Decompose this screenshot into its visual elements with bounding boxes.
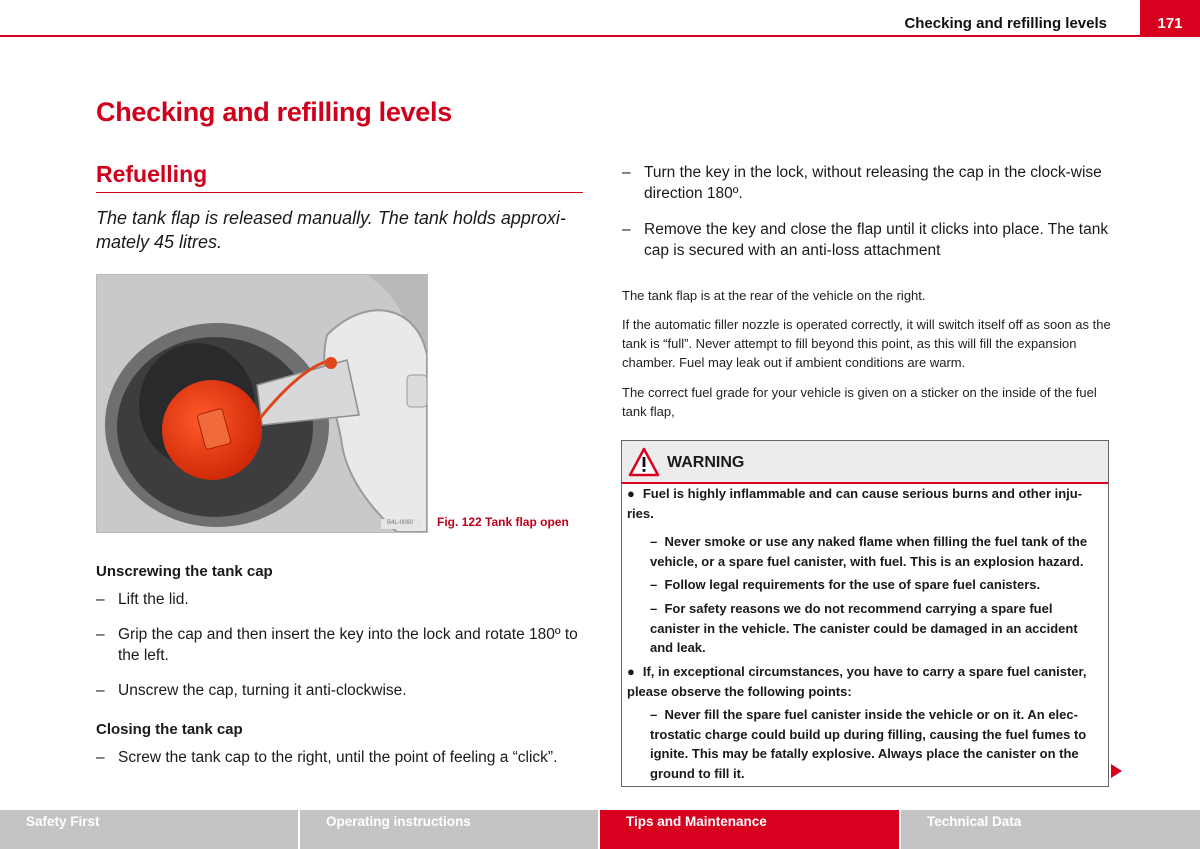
unscrewing-heading: Unscrewing the tank cap <box>96 563 273 580</box>
step-text: Screw the tank cap to the right, until the point of feeling a “click”. <box>118 749 558 766</box>
chapter-nav <box>0 810 1200 849</box>
warning-subitem-text: For safety reasons we do not recommend carrying a spare fuel canister in the vehicle. The canister could be damaged in an accident and leak. <box>650 601 1078 655</box>
tab-safety-first[interactable]: Safety First <box>0 810 298 849</box>
body-paragraph: The tank flap is at the rear of the vehicle on the right. <box>622 288 926 303</box>
step-text: Turn the key in the lock, without releasing the cap in the clock-wise direction 180º. <box>644 164 1102 202</box>
warning-subitem <box>650 532 1103 571</box>
step-text: Unscrew the cap, turning it anti-clockwise. <box>118 682 407 699</box>
page-title: Checking and refilling levels <box>96 97 452 127</box>
list-item <box>622 219 1112 261</box>
figure-label: B4L-0060 <box>387 520 414 526</box>
step-text: Lift the lid. <box>118 591 189 608</box>
warning-subitem-text: Follow legal requirements for the use of spare fuel canisters. <box>664 577 1041 592</box>
warning-subitem-text: Never fill the spare fuel canister inside the vehicle or on it. An elec-trostatic charge could build up during filling, causing the fuel fumes to ignite. This may be fatally explosive. Always place the canister on the ground to fill it. <box>650 707 1087 781</box>
warning-subitem <box>650 705 1103 783</box>
list-item <box>96 624 586 666</box>
tab-operating-instructions[interactable]: Operating instructions <box>300 810 598 849</box>
continue-arrow-icon <box>1111 764 1122 778</box>
list-item <box>622 162 1112 204</box>
warning-header <box>622 441 1108 484</box>
body-paragraph: If the automatic filler nozzle is operated correctly, it will switch itself off as soon as the tank is “full”. Never attempt to fill beyond this point, as this will fill the expansion chamber. Fuel may leak out if ambient conditions are warm. <box>622 317 1111 370</box>
warning-subitem <box>650 599 1103 658</box>
dash-marker: – <box>650 707 658 722</box>
dash-marker: – <box>96 626 105 643</box>
warning-bullet <box>627 662 1103 701</box>
list-item <box>96 747 586 768</box>
tank-flap-figure <box>96 274 428 533</box>
page-number: 171 <box>1140 0 1200 37</box>
intro-text: The tank flap is released manually. The tank holds approxi-mately 45 litres. <box>96 208 566 252</box>
section-rule <box>96 192 583 193</box>
warning-bullet-text: Fuel is highly inflammable and can cause serious burns and other inju-ries. <box>627 486 1083 521</box>
header-rule <box>0 35 1200 37</box>
warning-bullet-text: If, in exceptional circumstances, you have to carry a spare fuel canister, please observe the following points: <box>627 664 1087 699</box>
dash-marker: – <box>622 221 631 238</box>
warning-bullet <box>627 484 1103 523</box>
list-item <box>96 589 586 610</box>
tank-flap-illustration <box>97 275 427 532</box>
running-header-title: Checking and refilling levels <box>904 15 1107 32</box>
dash-marker: – <box>622 164 631 181</box>
step-text: Grip the cap and then insert the key into the lock and rotate 180º to the left. <box>118 626 578 664</box>
warning-box <box>621 440 1109 787</box>
bullet-icon: ● <box>627 664 635 679</box>
dash-marker: – <box>96 749 105 766</box>
warning-triangle-icon <box>628 447 660 477</box>
dash-marker: – <box>650 577 658 592</box>
step-text: Remove the key and close the flap until it clicks into place. The tank cap is secured with an anti-loss attachment <box>644 221 1109 259</box>
bullet-icon: ● <box>627 486 635 501</box>
dash-marker: – <box>96 591 105 608</box>
tab-technical-data[interactable]: Technical Data <box>901 810 1200 849</box>
dash-marker: – <box>650 534 658 549</box>
dash-marker: – <box>96 682 105 699</box>
list-item <box>96 680 586 701</box>
closing-heading: Closing the tank cap <box>96 721 243 738</box>
dash-marker: – <box>650 601 658 616</box>
warning-title: WARNING <box>667 454 745 471</box>
tab-tips-and-maintenance[interactable]: Tips and Maintenance <box>600 810 899 849</box>
figure-caption: Fig. 122 Tank flap open <box>437 515 569 529</box>
warning-subitem-text: Never smoke or use any naked flame when filling the fuel tank of the vehicle, or a spare fuel canister, with fuel. This is an explosion hazard. <box>650 534 1088 569</box>
section-heading: Refuelling <box>96 161 208 187</box>
body-paragraph: The correct fuel grade for your vehicle is given on a sticker on the inside of the fuel tank flap, <box>622 385 1097 419</box>
warning-subitem <box>650 575 1103 595</box>
